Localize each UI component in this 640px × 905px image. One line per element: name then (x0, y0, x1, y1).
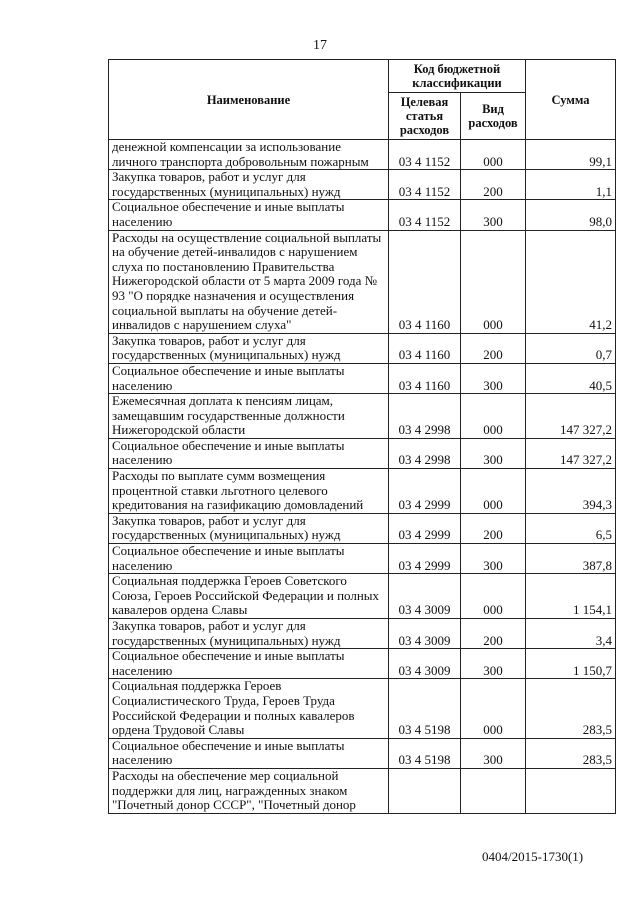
table-body (109, 140, 616, 814)
cell-sum: 3,4 (526, 619, 616, 649)
cell-name: Социальное обеспечение и иные выплаты населению (109, 738, 389, 768)
cell-sum: 40,5 (526, 363, 616, 393)
budget-table (108, 59, 616, 814)
cell-code: 03 4 5198 (389, 738, 461, 768)
page-number: 17 (313, 38, 327, 53)
cell-sum: 1 154,1 (526, 574, 616, 619)
cell-code: 03 4 2999 (389, 513, 461, 543)
cell-name: Социальная поддержка Героев Советского Союза, Героев Российской Федерации и полных кавалеров ордена Славы (109, 574, 389, 619)
cell-kind: 300 (461, 200, 526, 230)
cell-kind: 000 (461, 140, 526, 170)
table-row (109, 394, 616, 439)
cell-sum: 98,0 (526, 200, 616, 230)
cell-sum (526, 768, 616, 813)
header-name: Наименование (109, 60, 389, 140)
cell-name: Расходы на обеспечение мер социальной поддержки для лиц, награжденных знаком "Почетный донор СССР", "Почетный донор (109, 768, 389, 813)
table-row (109, 768, 616, 813)
cell-sum: 283,5 (526, 738, 616, 768)
table-row (109, 469, 616, 514)
cell-name: Закупка товаров, работ и услуг для государственных (муниципальных) нужд (109, 170, 389, 200)
cell-name: Закупка товаров, работ и услуг для государственных (муниципальных) нужд (109, 619, 389, 649)
header-target-article: Целевая статья расходов (389, 93, 461, 140)
cell-name: Расходы на осуществление социальной выплаты на обучение детей-инвалидов с нарушением слуха по постановлению Правительства Нижегородской области от 5 марта 2009 года № 93 "О порядке назначения и осуществления социальной выплаты на обучение детей-инвалидов с нарушением слуха" (109, 230, 389, 333)
cell-sum: 147 327,2 (526, 394, 616, 439)
cell-sum: 147 327,2 (526, 438, 616, 468)
cell-kind: 000 (461, 394, 526, 439)
cell-sum: 387,8 (526, 544, 616, 574)
cell-kind: 000 (461, 679, 526, 738)
table-row (109, 333, 616, 363)
cell-kind: 300 (461, 738, 526, 768)
cell-name: Социальное обеспечение и иные выплаты населению (109, 200, 389, 230)
cell-code: 03 4 1152 (389, 170, 461, 200)
cell-kind: 300 (461, 438, 526, 468)
cell-kind: 200 (461, 513, 526, 543)
cell-kind: 200 (461, 170, 526, 200)
cell-sum: 283,5 (526, 679, 616, 738)
table-row (109, 140, 616, 170)
cell-sum: 1 150,7 (526, 649, 616, 679)
cell-name: Социальная поддержка Героев Социалистического Труда, Героев Труда Российской Федерации и полных кавалеров ордена Трудовой Славы (109, 679, 389, 738)
table-row (109, 230, 616, 333)
cell-kind: 000 (461, 574, 526, 619)
cell-code: 03 4 1152 (389, 200, 461, 230)
cell-code: 03 4 3009 (389, 574, 461, 619)
table-row (109, 513, 616, 543)
cell-kind: 000 (461, 230, 526, 333)
cell-sum: 394,3 (526, 469, 616, 514)
cell-sum: 6,5 (526, 513, 616, 543)
cell-code: 03 4 2998 (389, 394, 461, 439)
table-row (109, 619, 616, 649)
cell-code: 03 4 2999 (389, 469, 461, 514)
table-row (109, 363, 616, 393)
header-code-group: Код бюджетной классификации (389, 60, 526, 93)
cell-sum: 1,1 (526, 170, 616, 200)
cell-code: 03 4 1160 (389, 333, 461, 363)
table-row (109, 649, 616, 679)
cell-code: 03 4 1160 (389, 230, 461, 333)
table-row (109, 679, 616, 738)
table-row (109, 170, 616, 200)
cell-name: Закупка товаров, работ и услуг для государственных (муниципальных) нужд (109, 333, 389, 363)
cell-kind: 000 (461, 469, 526, 514)
cell-name: Социальное обеспечение и иные выплаты населению (109, 438, 389, 468)
cell-name: Социальное обеспечение и иные выплаты населению (109, 544, 389, 574)
cell-kind: 200 (461, 619, 526, 649)
document-footer-code: 0404/2015-1730(1) (482, 849, 584, 864)
cell-code: 03 4 2998 (389, 438, 461, 468)
cell-name: Расходы по выплате сумм возмещения процентной ставки льготного целевого кредитования на газификацию домовладений (109, 469, 389, 514)
cell-code: 03 4 1152 (389, 140, 461, 170)
cell-name: денежной компенсации за использование личного транспорта добровольным пожарным (109, 140, 389, 170)
cell-name: Социальное обеспечение и иные выплаты населению (109, 649, 389, 679)
table-row (109, 738, 616, 768)
cell-sum: 99,1 (526, 140, 616, 170)
table-row (109, 438, 616, 468)
cell-code: 03 4 3009 (389, 619, 461, 649)
cell-kind: 300 (461, 649, 526, 679)
cell-code: 03 4 1160 (389, 363, 461, 393)
header-expense-type: Вид расходов (461, 93, 526, 140)
cell-name: Ежемесячная доплата к пенсиям лицам, замещавшим государственные должности Нижегородской области (109, 394, 389, 439)
header-sum: Сумма (526, 60, 616, 140)
table-row (109, 200, 616, 230)
cell-kind: 300 (461, 363, 526, 393)
cell-code: 03 4 2999 (389, 544, 461, 574)
cell-name: Закупка товаров, работ и услуг для государственных (муниципальных) нужд (109, 513, 389, 543)
cell-code: 03 4 3009 (389, 649, 461, 679)
cell-kind: 200 (461, 333, 526, 363)
cell-code (389, 768, 461, 813)
cell-sum: 41,2 (526, 230, 616, 333)
cell-kind (461, 768, 526, 813)
cell-kind: 300 (461, 544, 526, 574)
table-row (109, 544, 616, 574)
cell-code: 03 4 5198 (389, 679, 461, 738)
table-row (109, 574, 616, 619)
cell-name: Социальное обеспечение и иные выплаты населению (109, 363, 389, 393)
cell-sum: 0,7 (526, 333, 616, 363)
